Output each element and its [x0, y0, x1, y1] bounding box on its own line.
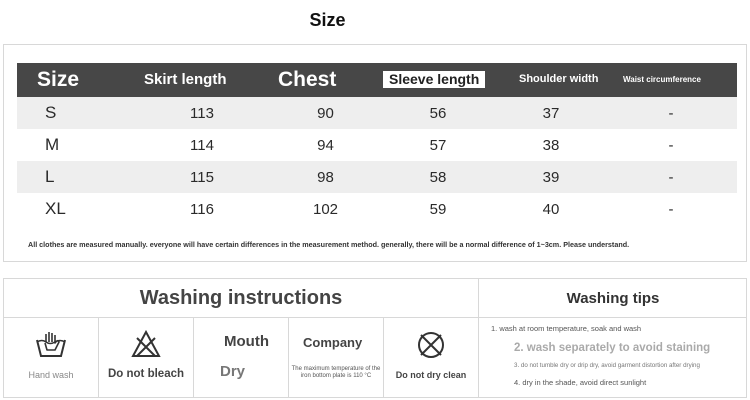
no-dry-clean-icon — [416, 330, 446, 365]
table-row — [17, 193, 737, 225]
washing-tips-list — [479, 317, 747, 398]
skirt-length-cell: 114 — [190, 136, 214, 154]
no-bleach-cell — [99, 318, 194, 398]
header-chest: Chest — [272, 63, 379, 97]
chest-cell: 94 — [317, 136, 334, 154]
chest-cell: 102 — [312, 200, 339, 218]
washing-tips-heading: Washing tips — [566, 289, 660, 307]
iron-label: Company — [303, 335, 363, 350]
size-table — [17, 63, 737, 225]
sleeve-length-cell: 56 — [379, 97, 497, 129]
measurement-note: All clothes are measured manually. everyone will have certain differences in the measurement method. generally, there will be a normal difference of 1~3cm. Please understand. — [28, 240, 630, 249]
washing-symbols — [4, 317, 479, 398]
waist-cell: - — [605, 97, 737, 129]
no-dry-clean-label: Do not dry clean — [395, 370, 467, 380]
size-chart-panel — [3, 44, 747, 262]
washing-instructions-heading: Washing instructions — [4, 279, 479, 317]
dry-label-top: Mouth — [224, 333, 269, 350]
size-cell: M — [45, 135, 60, 154]
shoulder-width-cell: 39 — [497, 161, 605, 193]
sleeve-length-cell: 59 — [429, 200, 447, 218]
waist-cell: - — [668, 136, 674, 154]
header-sleeve-length: Sleeve length — [383, 71, 485, 88]
table-row — [17, 161, 737, 193]
header-size: Size — [17, 63, 132, 97]
header-shoulder-width: Shoulder width — [497, 63, 605, 97]
table-row — [17, 97, 737, 129]
chest-cell: 90 — [272, 97, 379, 129]
size-table-header-row — [17, 63, 737, 97]
no-bleach-label: Do not bleach — [107, 368, 185, 380]
tip-item: 1. wash at room temperature, soak and wash — [491, 324, 642, 333]
header-sleeve-length-cell — [379, 63, 497, 97]
size-cell: XL — [45, 199, 66, 218]
header-skirt-length: Skirt length — [132, 63, 272, 97]
size-cell: S — [17, 97, 132, 129]
table-row — [17, 129, 737, 161]
page-title: Size — [309, 10, 346, 30]
no-bleach-icon — [131, 330, 161, 363]
shoulder-width-cell: 40 — [542, 200, 560, 218]
hand-wash-label: Hand wash — [28, 370, 74, 380]
washing-panel — [3, 278, 747, 398]
skirt-length-cell: 115 — [132, 161, 272, 193]
tip-item: 3. do not tumble dry or drip dry, avoid garment distortion after drying — [514, 362, 700, 369]
hand-wash-icon — [34, 330, 68, 365]
chest-cell: 98 — [272, 161, 379, 193]
sleeve-length-cell: 58 — [379, 161, 497, 193]
waist-cell: - — [668, 200, 674, 218]
tip-item: 4. dry in the shade, avoid direct sunlight — [514, 378, 647, 387]
hand-wash-cell — [4, 318, 99, 398]
skirt-length-cell: 116 — [190, 200, 214, 218]
shoulder-width-cell: 37 — [497, 97, 605, 129]
size-cell: L — [17, 161, 132, 193]
dry-cell — [194, 318, 289, 398]
tip-item: 2. wash separately to avoid staining — [514, 342, 711, 354]
header-waist-circumference: Waist circumference — [605, 63, 737, 97]
dry-label-bottom: Dry — [220, 363, 246, 380]
waist-cell: - — [605, 161, 737, 193]
shoulder-width-cell: 38 — [542, 136, 560, 154]
iron-cell — [289, 318, 384, 398]
no-dry-clean-cell — [384, 318, 479, 398]
iron-note: The maximum temperature of the iron bottom plate is 110 °C — [291, 366, 381, 380]
sleeve-length-cell: 57 — [429, 136, 447, 154]
skirt-length-cell: 113 — [132, 97, 272, 129]
